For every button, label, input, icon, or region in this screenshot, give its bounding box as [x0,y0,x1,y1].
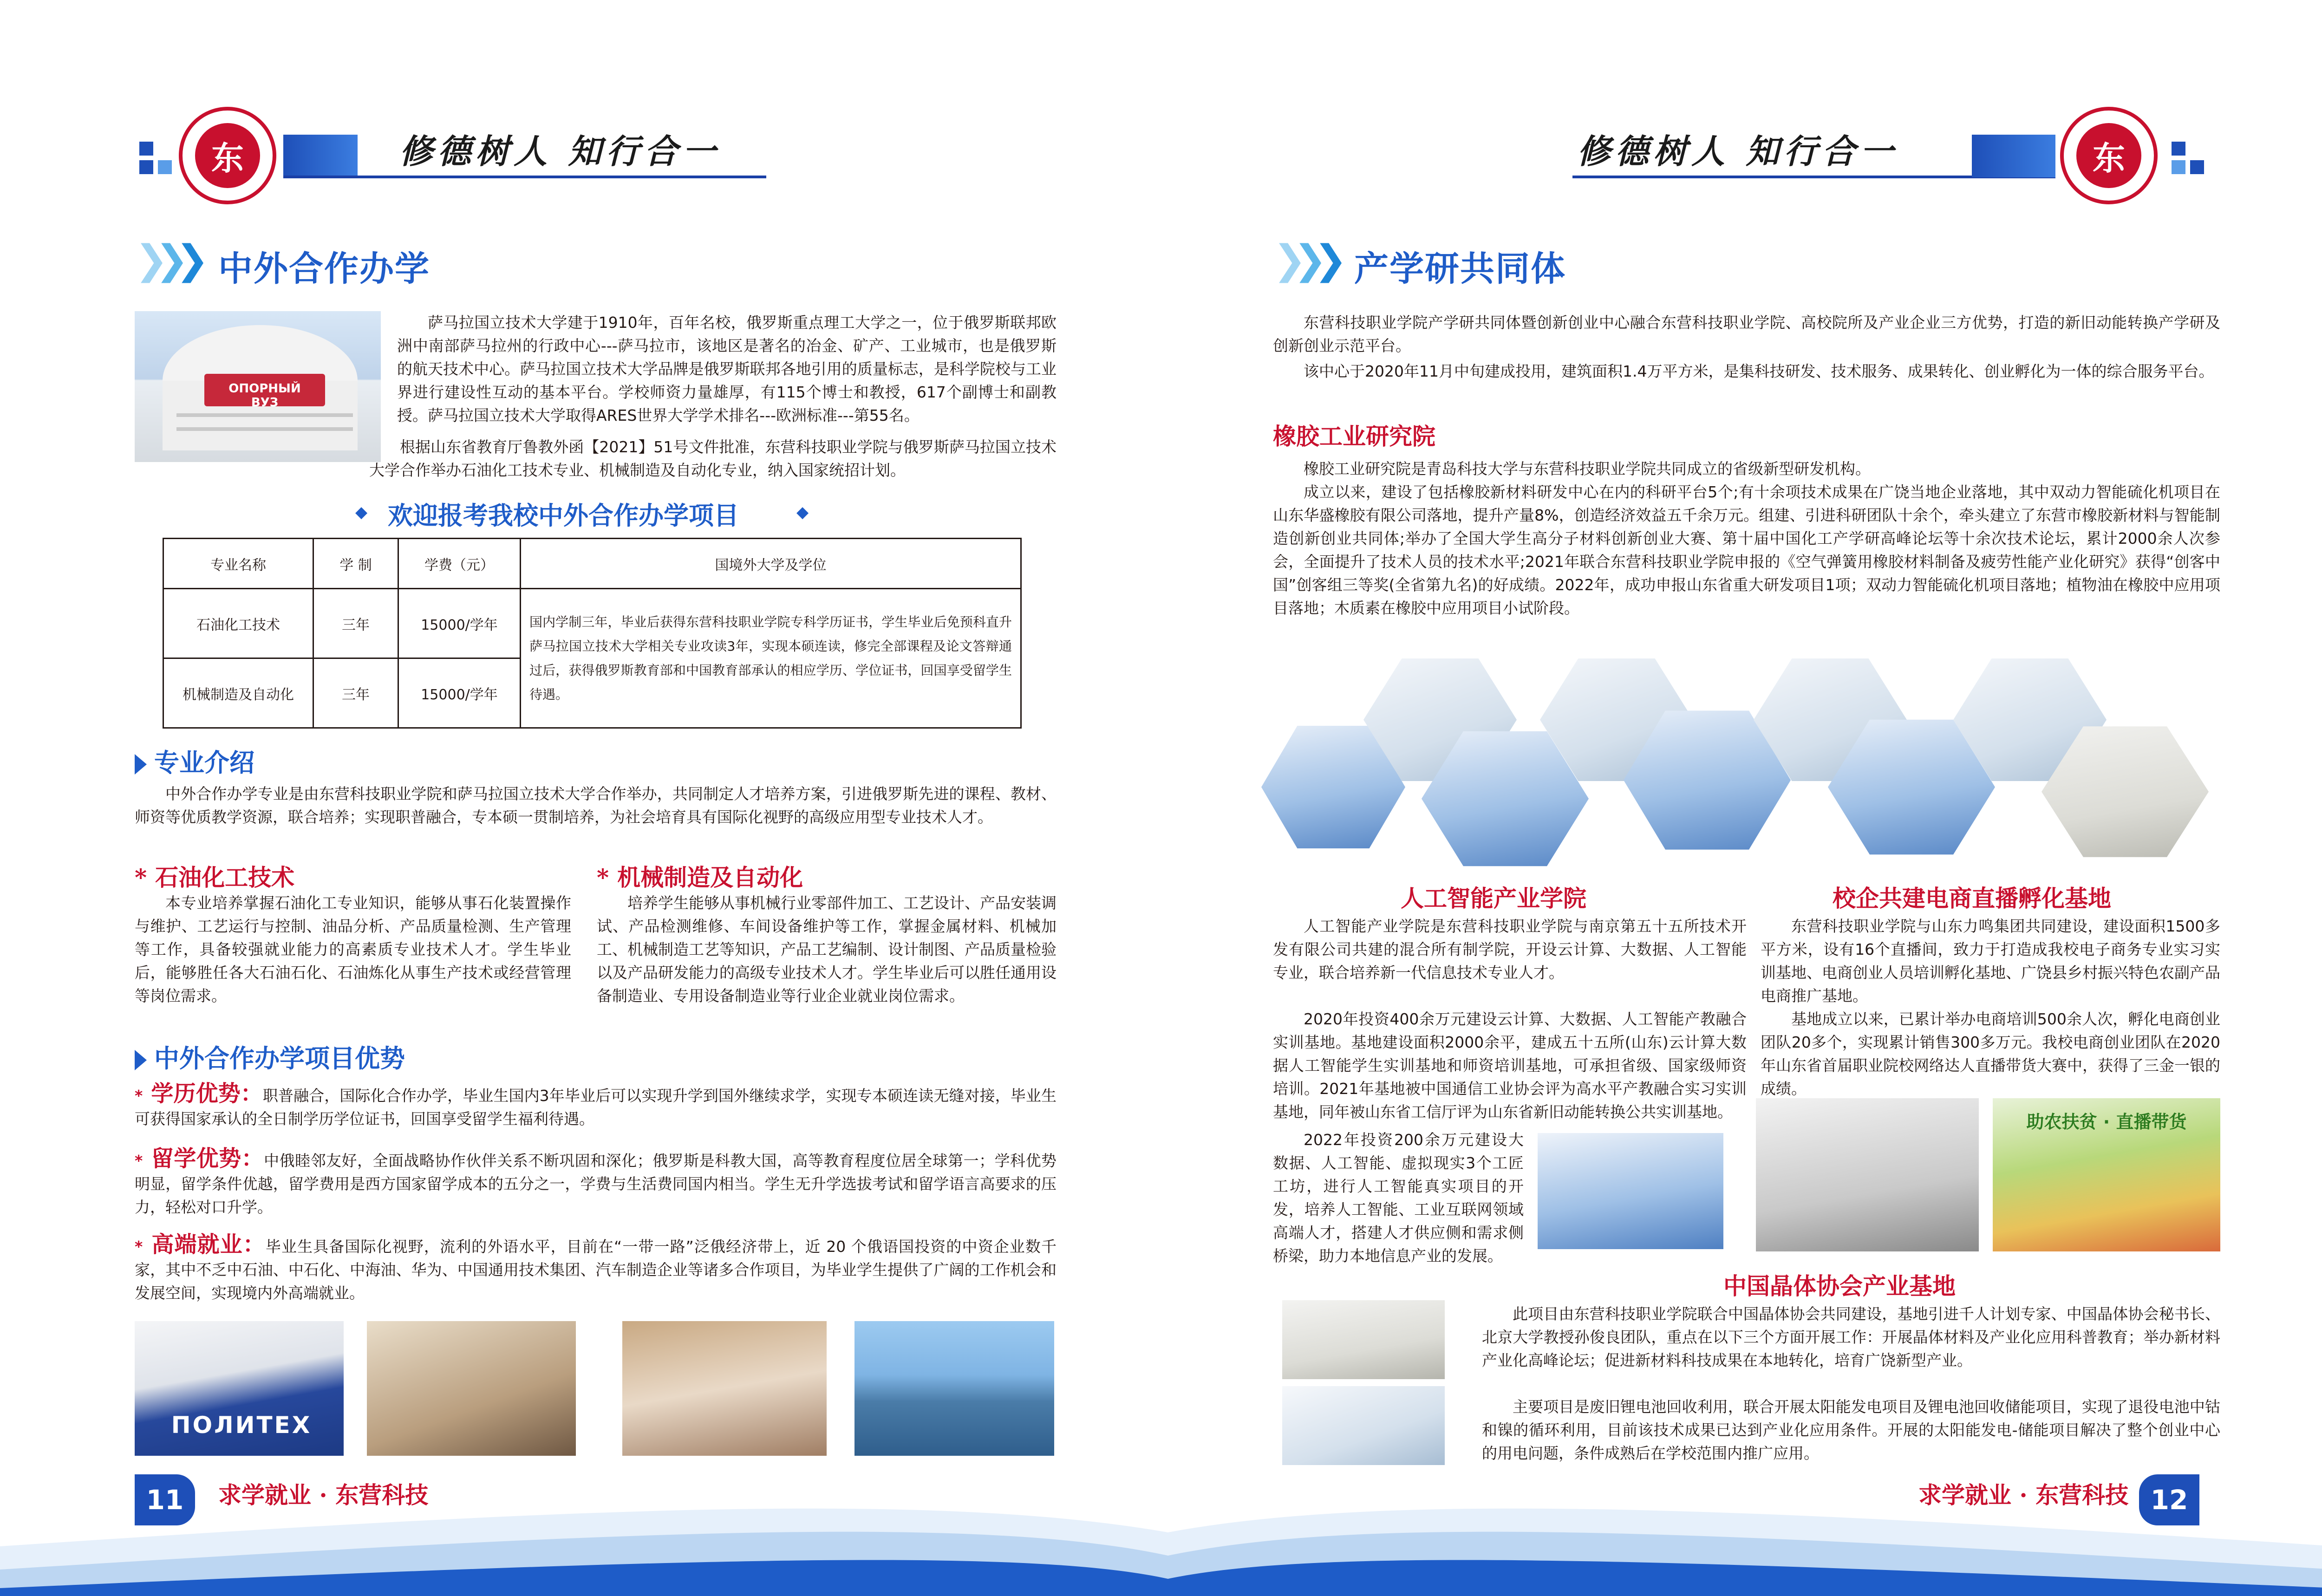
advantage-heading [135,1039,405,1075]
degree-note: 国内学制三年，毕业后获得东营科技职业学院专科学历证书，学生毕业后免预科直升萨马拉国立技术大学相关专业攻读3年，实现本硕连读，修完全部课程及论文答辩通过后，获得俄罗斯教育部和中国教育部承认的相应学历、学位证书，回国享受留学生待遇。 [521,589,1021,728]
stream-banner: 助农扶贫 · 直播带货 [2026,1112,2187,1132]
major-fee: 15000/学年 [398,589,521,658]
advantage-text: 中俄睦邻友好，全面战略协作伙伴关系不断巩固和深化；俄罗斯是科教大国，高等教育程度位居全球第一；学科优势明显，留学条件优越，留学费用是西方国家留学成本的五分之一，学费与生活费同国内相当。学生无升学选拔考试和留学语言高要求的压力，轻松对口升学。 [135,1152,1057,1216]
asterisk-icon: * [597,864,609,891]
petro-heading [135,859,294,892]
header-motto: 修德树人 知行合一 [399,131,721,171]
logo-emblem: 东 [195,123,260,188]
triangle-icon [135,754,147,775]
chevron-icon: ❯❯❯ [135,237,196,283]
battery-equipment-photo [1282,1300,1445,1379]
header-motto: 修德树人 知行合一 [1577,131,1898,171]
advantage-label: 学历优势： [151,1081,263,1107]
program-table [163,538,1022,729]
header-bar [283,135,358,177]
table-row [163,589,1021,658]
intro-paragraph-1: 萨马拉国立技术大学建于1910年，百年名校，俄罗斯重点理工大学之一，位于俄罗斯联邦欧洲中南部萨马拉州的行政中心---萨马拉市，该地区是著名的冶金、矿产、工业城市，也是俄罗斯的航天技术中心。萨马拉国立技术大学品牌是俄罗斯联邦各地引用的质量标志，是科学院校与工业界进行建设性互动的基本平台。学校师资力量雄厚，有115个博士和教授，617个副博士和副教授。萨马拉国立技术大学取得ARES世界大学学术排名---欧洲标准---第55名。 [397,313,1057,424]
ai-paragraph-3: 2022年投资200余万元建设大数据、人工智能、虚拟现实3个工匠工坊，进行人工智能真实项目的开发，培养人工智能、工业互联网领域高端人才，搭建人才供应侧和需求侧桥梁，助力本地信息产业的发展。 [1273,1131,1524,1265]
welcome-banner: 欢迎报考我校中外合作办学项目 [388,501,739,530]
asterisk-icon: * [135,1152,143,1170]
table-header-row [163,539,1021,589]
table-header: 专业名称 [163,539,313,589]
advantage-title: 中外合作办学项目优势 [154,1044,405,1073]
triangle-icon [135,1050,147,1070]
diamond-icon: ◆ [796,503,809,521]
petro-text: 本专业培养掌握石油化工专业知识，能够从事石化装置操作与维护、工艺运行与控制、油品分析、产品质量检测、生产管理等工作，具备较强就业能力的高素质专业技术人才。学生毕业后，能够胜任各大石油石化、石油炼化从事生产技术或经营管理等岗位需求。 [135,894,571,1005]
header-bar [1972,135,2055,177]
crystal-paragraph-1: 此项目由东营科技职业学院联合中国晶体协会共同建设，基地引进千人计划专家、中国晶体协会秘书长、北京大学教授孙俊良团队，重点在以下三个方面开展工作：开展晶体材料及产业化应用科普教育；举办新材料产业化高峰论坛；促进新材料科技成果在本地转化，培育广饶新型产业。 [1482,1305,2220,1369]
footer-slogan: 求学就业 · 东营科技 [218,1481,429,1509]
crowd-photo [854,1321,1054,1456]
page-number: 11 [135,1474,195,1525]
page-number: 12 [2139,1474,2199,1525]
intro-paragraph-2: 该中心于2020年11月中旬建成投用，建筑面积1.4万平方米，是集科技研发、技术服务、成果转化、创业孵化为一体的综合服务平台。 [1304,362,2214,380]
petro-title: 石油化工技术 [155,864,295,891]
section-title: 产学研共同体 [1354,249,1566,289]
major-years: 三年 [313,658,398,728]
classroom-photo [367,1321,576,1456]
diamond-icon: ◆ [355,503,368,521]
table-header: 学 制 [313,539,398,589]
chevron-icon: ❯❯❯ [1273,237,1335,283]
footer-slogan: 求学就业 · 东营科技 [1918,1481,2129,1509]
asterisk-icon: * [135,864,147,891]
rubber-paragraph-2: 成立以来，建设了包括橡胶新材料研发中心在内的科研平台5个;有十余项技术成果在广饶当地企业落地，其中双动力智能硫化机项目在山东华盛橡胶有限公司落地，提升产量8%，创造经济效益五千余万元。组建、引进科研团队十余个，牵头建立了东营市橡胶新材料与智能制造创新创业共同体;举办了全国大学生高分子材料创新创业大赛、第十届中国化工产学研高峰论坛等十余次技术论坛，累计2000余人次参会，全面提升了技术人员的技术水平;2021年联合东营科技职业学院申报的《空气弹簧用橡胶材料制备及疲劳性能产业化研究》获得“创客中国”创客组三等奖(全省第九名)的好成绩。2022年，成功申报山东省重大研发项目1项；双动力智能硫化机项目落地；植物油在橡胶中应用项目落地；木质素在橡胶中应用项目小试阶段。 [1273,483,2220,617]
right-page [1168,0,2322,1596]
mech-title: 机械制造及自动化 [617,864,803,891]
footer-wave [0,1463,2322,1596]
mech-heading [597,859,803,892]
deco-square [158,160,172,174]
major-years: 三年 [313,589,398,658]
deco-square [2172,160,2185,174]
advantage-text: 职普融合，国际化合作办学，毕业生国内3年毕业后可以实现升学到国外继续求学，实现专本硕连读无缝对接，毕业生可获得国家承认的全日制学历学位证书，回国享受留学生福利待遇。 [135,1087,1057,1128]
advantage-text: 毕业生具备国际化视野，流利的外语水平，目前在“一带一路”泛俄经济带上，近 20 个俄语国投资的中资企业数千家，其中不乏中石油、中石化、中海油、华为、中国通用技术集团、汽车制造企业等诸多合作项目，为毕业学生提供了广阔的工作机会和发展空间，实现境内外高端就业。 [135,1238,1057,1302]
mech-text: 培养学生能够从事机械行业零部件加工、工艺设计、产品安装调试、产品检测维修、车间设备维护等工作，掌握金属材料、机械加工、机械制造工艺等知识，产品工艺编制、设计制图、产品质量检验以及产品研发能力的高级专业技术人才。学生毕业后可以胜任通用设备制造业、专用设备制造业等行业企业就业岗位需求。 [597,894,1057,1005]
logo-emblem: 东 [2076,123,2141,188]
ai-paragraph-2: 2020年投资400余万元建设云计算、大数据、人工智能产教融合实训基地。基地建设面积2000余平，建成五十五所(山东)云计算大数据人工智能学生实训基地和师资培训基地，可承担省级、国家级师资培训。2021年基地被中国通信工业协会评为高水平产教融合实习实训基地，同年被山东省工信厅评为山东省新旧动能转换公共实训基地。 [1273,1010,1747,1121]
school-logo [2060,107,2158,204]
school-logo [179,107,276,204]
advantage-item [135,1233,1057,1305]
major-intro-text: 中外合作办学专业是由东营科技职业学院和萨马拉国立技术大学合作举办，共同制定人才培养方案，引进俄罗斯先进的课程、教材、师资等优质教学资源，联合培养；实现职普融合，专本硕一贯制培养，为社会培育具有国际化视野的高级应用型专业技术人才。 [135,785,1057,826]
university-building-photo [135,311,381,462]
asterisk-icon: * [135,1238,143,1256]
major-intro-heading [135,743,254,779]
politech-sign: ПОЛИТЕХ [171,1412,312,1439]
table-header: 学费（元） [398,539,521,589]
deco-square [139,160,153,174]
deco-square [2172,142,2185,156]
crystal-paragraph-2: 主要项目是废旧锂电池回收利用，联合开展太阳能发电项目及锂电池回收储能项目，实现了退役电池中钴和镍的循环利用，目前该技术成果已达到产业化应用条件。开展的太阳能发电-储能项目解决了整个创业中心的用电问题，条件成熟后在学校范围内推广应用。 [1482,1398,2220,1462]
header-underline [283,176,766,178]
intro-paragraph-2: 根据山东省教育厅鲁教外函【2021】51号文件批准，东营科技职业学院与俄罗斯萨马拉国立技术大学合作举办石油化工技术专业、机械制造及自动化专业，纳入国家统招计划。 [369,438,1057,479]
robot-lab-photo [1282,1386,1445,1465]
deco-square [139,142,153,156]
ecom-paragraph-2: 基地成立以来，已累计举办电商培训500余人次，孵化电商创业团队20多个，实现累计销售300多万元。我校电商创业团队在2020年山东省首届职业院校网络达人直播带货大赛中，获得了三金一银的成绩。 [1761,1010,2220,1098]
advantage-label: 留学优势： [151,1146,264,1172]
crystal-title: 中国晶体协会产业基地 [1723,1272,1956,1300]
section-title: 中外合作办学 [218,249,430,289]
advantage-item [135,1082,1057,1131]
ai-lab-photo [1538,1133,1723,1249]
major-intro-title: 专业介绍 [154,748,254,777]
deco-square [2190,160,2204,174]
major-name: 石油化工技术 [163,589,313,658]
table-header: 国境外大学及学位 [521,539,1021,589]
ecom-hall-photo [1756,1098,1979,1251]
major-fee: 15000/学年 [398,658,521,728]
graduation-photo [135,1321,344,1456]
ecom-title: 校企共建电商直播孵化基地 [1833,885,2111,912]
live-stream-photo [1993,1098,2220,1251]
ai-title: 人工智能产业学院 [1401,885,1586,912]
building-sign: ОПОРНЫЙ ВУЗ [228,382,301,410]
intro-paragraph-1: 东营科技职业学院产学研共同体暨创新创业中心融合东营科技职业学院、高校院所及产业企业三方优势，打造的新旧动能转换产学研及创新创业示范平台。 [1273,313,2220,355]
ecom-paragraph-1: 东营科技职业学院与山东力鸣集团共同建设，建设面积1500多平方米，设有16个直播间，致力于打造成我校电子商务专业实习实训基地、电商创业人员培训孵化基地、广饶县乡村振兴特色农副产品电商推广基地。 [1761,917,2220,1005]
advantage-label: 高端就业： [151,1231,266,1257]
ai-paragraph-1: 人工智能产业学院是东营科技职业学院与南京第五十五所技术开发有限公司共建的混合所有制学院，开设云计算、大数据、人工智能专业，联合培养新一代信息技术专业人才。 [1273,917,1747,982]
asterisk-icon: * [135,1087,143,1105]
advantage-item [135,1147,1057,1219]
ball-photo [622,1321,827,1456]
rubber-paragraph-1: 橡胶工业研究院是青岛科技大学与东营科技职业学院共同成立的省级新型研发机构。 [1304,460,1871,478]
major-name: 机械制造及自动化 [163,658,313,728]
rubber-title: 橡胶工业研究院 [1273,423,1435,450]
